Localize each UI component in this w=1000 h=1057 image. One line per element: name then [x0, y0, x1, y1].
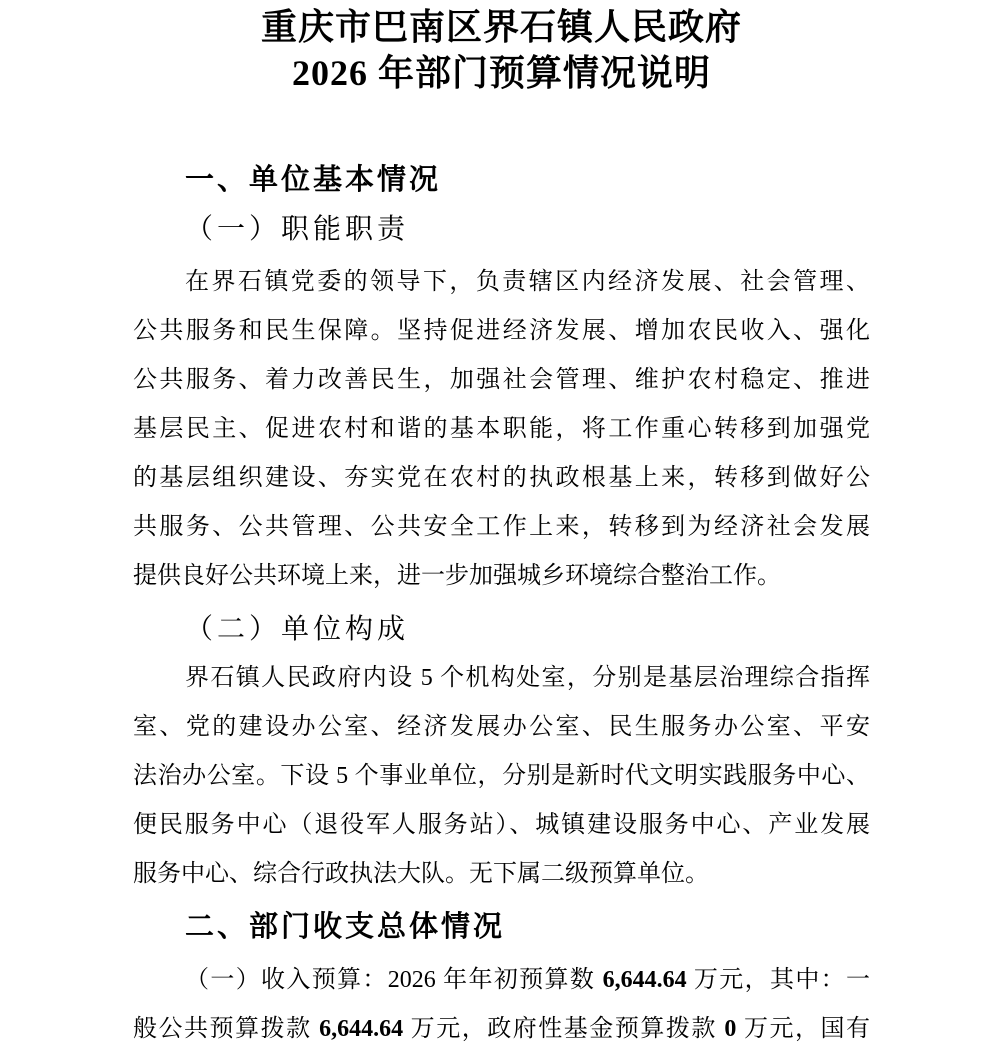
- paragraph-line: 提供良好公共环境上来，进一步加强城乡环境综合整治工作。: [133, 563, 781, 589]
- paragraph-line: 服务中心、综合行政执法大队。无下属二级预算单位。: [133, 861, 709, 887]
- subsection-heading-1-2: （二）单位构成: [185, 614, 410, 645]
- paragraph-line: 公共服务、着力改善民生，加强社会管理、维护农村稳定、推进: [133, 367, 870, 393]
- paragraph-line: 法治办公室。下设 5 个事业单位，分别是新时代文明实践服务中心、: [133, 763, 870, 789]
- paragraph-line: 便民服务中心（退役军人服务站）、城镇建设服务中心、产业发展: [133, 812, 870, 838]
- document-title-line-1: 重庆市巴南区界石镇人民政府: [260, 7, 742, 47]
- paragraph-revenue-budget: [133, 956, 870, 1054]
- paragraph-line: 公共服务和民生保障。坚持促进经济发展、增加农民收入、强化: [133, 318, 870, 344]
- paragraph-duties: [133, 258, 870, 601]
- document-title: [133, 4, 870, 96]
- subsection-heading-1-1: （一）职能职责: [185, 214, 410, 245]
- paragraph-line: 在界石镇党委的领导下，负责辖区内经济发展、社会管理、: [185, 269, 870, 295]
- paragraph-structure: [133, 654, 870, 899]
- section-heading-2: 二、部门收支总体情况: [185, 911, 506, 943]
- document-title-line-2: 2026 年部门预算情况说明: [291, 53, 711, 93]
- document-page: [0, 4, 1000, 1057]
- paragraph-line: 基层民主、促进农村和谐的基本职能，将工作重心转移到加强党: [133, 416, 870, 442]
- paragraph-line: 共服务、公共管理、公共安全工作上来，转移到为经济社会发展: [133, 514, 870, 540]
- paragraph-line: 的基层组织建设、夯实党在农村的执政根基上来，转移到做好公: [133, 465, 870, 491]
- paragraph-line: （一）收入预算：2026 年年初预算数 6,644.64 万元，其中：一: [185, 967, 871, 993]
- paragraph-line: 般公共预算拨款 6,644.64 万元，政府性基金预算拨款 0 万元，国有: [133, 1016, 871, 1042]
- paragraph-line: 界石镇人民政府内设 5 个机构处室，分别是基层治理综合指挥: [185, 665, 870, 691]
- paragraph-line: 室、党的建设办公室、经济发展办公室、民生服务办公室、平安: [133, 714, 870, 740]
- section-heading-1: 一、单位基本情况: [185, 164, 442, 196]
